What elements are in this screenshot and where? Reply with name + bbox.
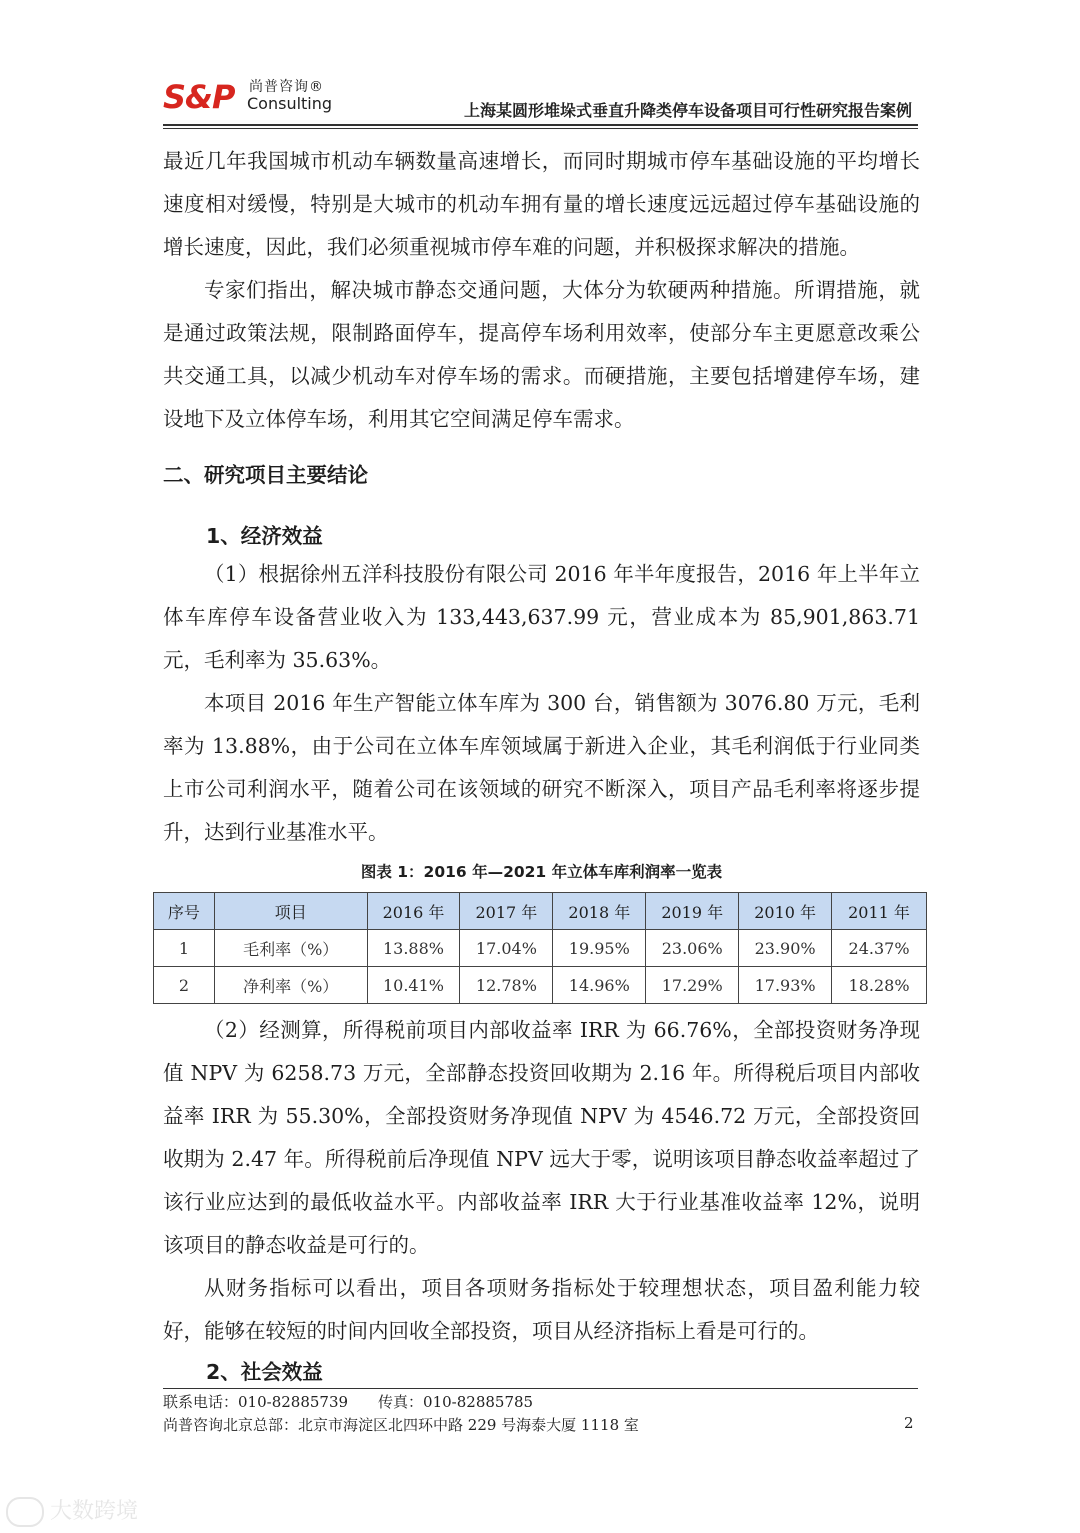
table-row (154, 930, 927, 967)
subsection-heading-economic: 1、经济效益 (206, 524, 323, 548)
table-cell: 净利率（%） (214, 967, 367, 1004)
table-cell: 2 (154, 967, 215, 1004)
report-title: 上海某圆形堆垛式垂直升降类停车设备项目可行性研究报告案例 (463, 101, 912, 120)
page-number: 2 (904, 1414, 914, 1432)
table-row (154, 967, 927, 1004)
table-cell: 19.95% (553, 930, 646, 967)
table-cell: 18.28% (832, 967, 927, 1004)
column-header: 2016 年 (367, 893, 460, 930)
paragraph-irr-npv: （2）经测算，所得税前项目内部收益率 IRR 为 66.76%，全部投资财务净现值 NPV 为 6258.73 万元，全部静态投资回收期为 2.16 年。所得税后项目内部收益率 IRR 为 55.30%，全部投资财务净现值 NPV 为 4546.72 万元，全部投资回收期为 2.47 年。所得税前后净现值 NPV 远大于零，说明该项目静态收益率超过了该行业应达到的最低收益水平。内部收益率 IRR 大于行业基准收益率 12%，说明该项目的静态收益是可行的。 (163, 1018, 920, 1257)
paragraph-parking-growth: 最近几年我国城市机动车辆数量高速增长，而同时期城市停车基础设施的平均增长速度相对缓慢，特别是大城市的机动车拥有量的增长速度远远超过停车基础设施的增长速度，因此，我们必须重视城市停车难的问题，并积极探求解决的措施。 (163, 149, 920, 259)
column-header: 2018 年 (553, 893, 646, 930)
watermark-text: 大数跨境 (50, 1499, 139, 1524)
column-header: 序号 (154, 893, 215, 930)
table-cell: 1 (154, 930, 215, 967)
column-header: 2010 年 (739, 893, 832, 930)
subsection-heading-social: 2、社会效益 (206, 1360, 323, 1384)
watermark (6, 1494, 138, 1527)
logo-english-name: Consulting (247, 94, 333, 113)
column-header: 2017 年 (460, 893, 553, 930)
column-header: 2011 年 (832, 893, 927, 930)
header-divider (163, 124, 918, 129)
footer-address: 尚普咨询北京总部：北京市海淀区北四环中路 229 号海泰大厦 1118 室 (163, 1416, 639, 1434)
table-cell: 17.93% (739, 967, 832, 1004)
table-cell: 23.06% (646, 930, 739, 967)
table-cell: 17.29% (646, 967, 739, 1004)
profit-rate-table (153, 892, 927, 1004)
table-cell: 10.41% (367, 967, 460, 1004)
paragraph-expert-measures: 专家们指出，解决城市静态交通问题，大体分为软硬两种措施。所谓措施，就是通过政策法规，限制路面停车，提高停车场利用效率，使部分车主更愿意改乘公共交通工具，以减少机动车对停车场的需求。而硬措施，主要包括增建停车场，建设地下及立体停车场，利用其它空间满足停车需求。 (163, 278, 920, 431)
paragraph-wuyang-report: （1）根据徐州五洋科技股份有限公司 2016 年半年度报告，2016 年上半年立体车库停车设备营业收入为 133,443,637.99 元，营业成本为 85,901,863.71 元，毛利率为 35.63%。 (163, 562, 920, 672)
table-cell: 毛利率（%） (214, 930, 367, 967)
paragraph-project-margin: 本项目 2016 年生产智能立体车库为 300 台，销售额为 3076.80 万元，毛利率为 13.88%，由于公司在立体车库领域属于新进入企业，其毛利润低于行业同类上市公司利润水平，随着公司在该领域的研究不断深入，项目产品毛利率将逐步提升，达到行业基准水平。 (163, 691, 920, 844)
column-header: 项目 (214, 893, 367, 930)
table-cell: 13.88% (367, 930, 460, 967)
logo-mark: S&P (163, 78, 235, 116)
table-header-row (154, 893, 927, 930)
paragraph-financial-summary: 从财务指标可以看出，项目各项财务指标处于较理想状态，项目盈利能力较好，能够在较短的时间内回收全部投资，项目从经济指标上看是可行的。 (163, 1276, 920, 1343)
table-cell: 17.04% (460, 930, 553, 967)
table-cell: 23.90% (739, 930, 832, 967)
footer-divider (163, 1388, 918, 1389)
table-caption: 图表 1：2016 年—2021 年立体车库利润率一览表 (360, 863, 723, 881)
company-logo (163, 70, 363, 120)
table-cell: 14.96% (553, 967, 646, 1004)
watermark-logo-icon (6, 1497, 44, 1527)
table-cell: 12.78% (460, 967, 553, 1004)
section-heading-conclusions: 二、研究项目主要结论 (163, 463, 368, 487)
footer-contact: 联系电话：010-82885739 传真：010-82885785 (163, 1393, 534, 1411)
column-header: 2019 年 (646, 893, 739, 930)
logo-chinese-name: 尚普咨询® (249, 79, 324, 95)
table-cell: 24.37% (832, 930, 927, 967)
